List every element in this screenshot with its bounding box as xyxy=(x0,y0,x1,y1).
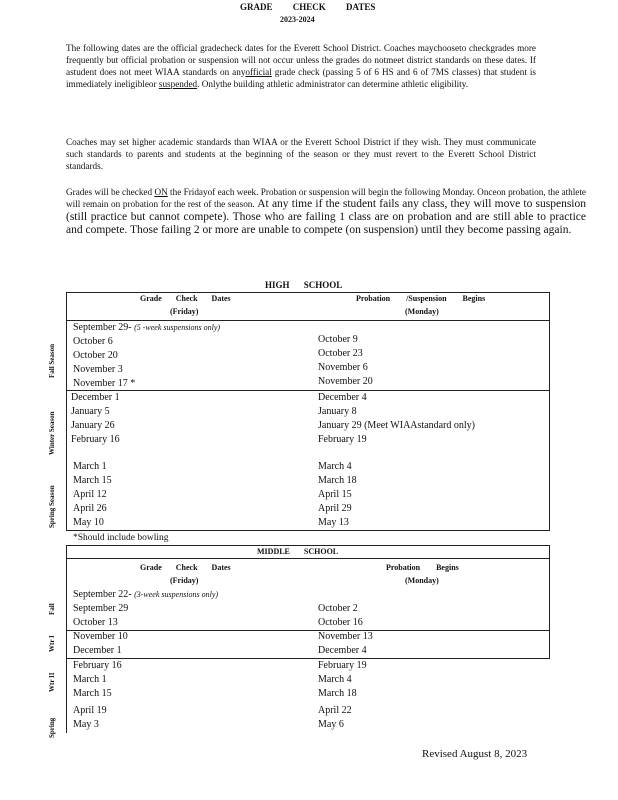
hs-fall-prob-date: November 20 xyxy=(318,376,373,387)
ms-w2-prob-date: March 18 xyxy=(318,688,357,699)
ms-first-note: (3-week suspensions only) xyxy=(134,590,219,599)
intro-p1-official: official xyxy=(245,67,272,77)
ms-spring-prob-date: May 6 xyxy=(318,719,344,730)
ms-col-probation: Probation Begins xyxy=(386,563,459,572)
intro-paragraph-3 xyxy=(66,186,586,237)
ms-col-friday: (Friday) xyxy=(170,576,199,585)
ms-first-date: September 22- xyxy=(73,589,132,600)
ms-spring-grade-list xyxy=(73,704,107,732)
ms-fall-prob-list xyxy=(318,602,363,630)
hs-spring-grade-date: April 26 xyxy=(73,503,107,514)
ms-w1-prob-date: December 4 xyxy=(318,645,367,656)
hs-winter-prob-date: January 29 (Meet WIAAstandard only) xyxy=(318,420,475,431)
hs-first-row xyxy=(73,321,220,335)
intro-p3-text-2: the Fridayof each week. Probation or suspension will begin the following Monday. Onceon probation, the athlete will remain on probation for the rest of the season. xyxy=(66,187,586,209)
ms-w1-prob-date: November 13 xyxy=(318,631,373,642)
hs-fall-grade-date: November 3 xyxy=(73,364,123,375)
ms-fall-grade-date: September 29 xyxy=(73,603,129,614)
hs-season-winter: Winter Season xyxy=(48,411,56,455)
hs-spring-grade-date: March 15 xyxy=(73,475,112,486)
ms-fall-prob-date: October 2 xyxy=(318,603,358,614)
hs-fall-prob-date: October 9 xyxy=(318,334,358,345)
intro-p3-text: Grades will be checked xyxy=(66,187,155,197)
hs-col-grade-check: Grade Check Dates xyxy=(140,294,231,303)
ms-w2-prob-date: March 4 xyxy=(318,674,352,685)
ms-season-winter-2: Wtr II xyxy=(48,672,56,692)
hs-spring-grade-date: March 1 xyxy=(73,461,107,472)
hs-title: HIGH SCHOOL xyxy=(265,280,343,290)
doc-year: 2023-2024 xyxy=(280,15,315,24)
hs-spring-prob-date: May 13 xyxy=(318,517,349,528)
hs-winter-grade-list xyxy=(71,391,120,447)
ms-spring-prob-date: April 22 xyxy=(318,705,352,716)
ms-season-spring: Spring xyxy=(48,717,56,738)
ms-fall-prob-date: October 16 xyxy=(318,617,363,628)
ms-spring-grade-date: April 19 xyxy=(73,705,107,716)
intro-p3-on: ON xyxy=(154,187,168,197)
ms-w2-grade-date: March 15 xyxy=(73,688,112,699)
intro-p1-suspended: suspended xyxy=(158,79,198,89)
ms-first-row xyxy=(73,588,218,602)
ms-w2-grade-list xyxy=(73,659,122,701)
hs-spring-prob-date: April 15 xyxy=(318,489,352,500)
ms-spring-grade-date: May 3 xyxy=(73,719,99,730)
ms-season-fall: Fall xyxy=(48,603,56,615)
hs-winter-prob-date: December 4 xyxy=(318,392,367,403)
hs-spring-grade-list xyxy=(73,460,112,530)
hs-winter-prob-date: February 19 xyxy=(318,434,367,445)
hs-winter-grade-date: January 26 xyxy=(71,420,115,431)
intro-p3-emphasis: At any time if the student fails any class, they will move to suspension (still practice but cannot compete). Those who are failing 1 class are on probation and are still able to practice and compete. Those failing 2 or more are unable to compete (on suspension) until they become passing again. xyxy=(66,198,586,236)
ms-season-winter-1: Wtr I xyxy=(48,635,56,652)
hs-winter-prob-date: January 8 xyxy=(318,406,357,417)
hs-fall-grade-list xyxy=(73,335,135,391)
ms-w1-grade-date: December 1 xyxy=(73,645,122,656)
hs-spring-prob-list xyxy=(318,460,357,530)
ms-w2-grade-date: March 1 xyxy=(73,674,107,685)
ms-title: MIDDLE SCHOOL xyxy=(257,547,339,556)
ms-w1-grade-date: November 10 xyxy=(73,631,128,642)
ms-fall-grade-date: October 13 xyxy=(73,617,118,628)
ms-w1-prob-list xyxy=(318,630,373,658)
hs-spring-grade-date: April 12 xyxy=(73,489,107,500)
hs-fall-prob-date: November 6 xyxy=(318,362,368,373)
hs-fall-prob-list xyxy=(318,333,373,389)
ms-w2-prob-date: February 19 xyxy=(318,660,367,671)
hs-fall-grade-date: October 20 xyxy=(73,350,118,361)
hs-col-probation: Probation /Suspension Begins xyxy=(356,294,486,303)
hs-fall-grade-date: November 17 * xyxy=(73,378,136,389)
intro-p1-text-2: grade check (passing 5 of 6 HS and 6 of 7MS classes) that student is immediately ineligibleor xyxy=(66,67,536,89)
revised-date: Revised August 8, 2023 xyxy=(422,748,528,760)
hs-winter-grade-date: January 5 xyxy=(71,406,110,417)
intro-p1-text-3: . Onlythe building athletic administrator can determine athletic eligibility. xyxy=(197,79,469,89)
hs-col-monday: (Monday) xyxy=(405,307,439,316)
hs-first-date: September 29- xyxy=(73,322,132,333)
ms-w2-prob-list xyxy=(318,659,367,701)
hs-season-spring: Spring Season xyxy=(48,485,56,528)
hs-season-fall: Fall Season xyxy=(48,343,56,378)
hs-spring-prob-date: March 18 xyxy=(318,475,357,486)
hs-winter-grade-date: February 16 xyxy=(71,434,120,445)
intro-p1-text: The following dates are the official gradecheck dates for the Everett School District. Coaches maychooseto checkgrades more frequently but official probation or suspension will not occur unless the grades do notmeet district standards on these dates. If astudent does not meet WIAA standards on any xyxy=(66,43,536,77)
hs-spring-prob-date: April 29 xyxy=(318,503,352,514)
hs-spring-grade-date: May 10 xyxy=(73,517,104,528)
intro-paragraph-2: Coaches may set higher academic standards than WIAA or the Everett School District if they wish. They must communicate such standards to parents and students at the beginning of the season or they must revert to the Everett School District standards. xyxy=(66,137,536,171)
hs-col-friday: (Friday) xyxy=(170,307,199,316)
ms-w2-grade-date: February 16 xyxy=(73,660,122,671)
hs-winter-prob-list xyxy=(318,391,475,447)
hs-footnote: *Should include bowling xyxy=(73,533,169,543)
ms-spring-prob-list xyxy=(318,704,352,732)
ms-fall-grade-list xyxy=(73,602,128,630)
ms-col-monday: (Monday) xyxy=(405,576,439,585)
hs-fall-prob-date: October 23 xyxy=(318,348,363,359)
hs-spring-prob-date: March 4 xyxy=(318,461,352,472)
hs-first-note: (5 -week suspensions only) xyxy=(134,323,221,332)
intro-paragraph-1 xyxy=(66,42,536,90)
ms-col-grade-check: Grade Check Dates xyxy=(140,563,231,572)
hs-winter-grade-date: December 1 xyxy=(71,392,120,403)
hs-fall-grade-date: October 6 xyxy=(73,336,113,347)
doc-title: GRADE CHECK DATES xyxy=(240,2,376,12)
ms-w1-grade-list xyxy=(73,630,128,658)
